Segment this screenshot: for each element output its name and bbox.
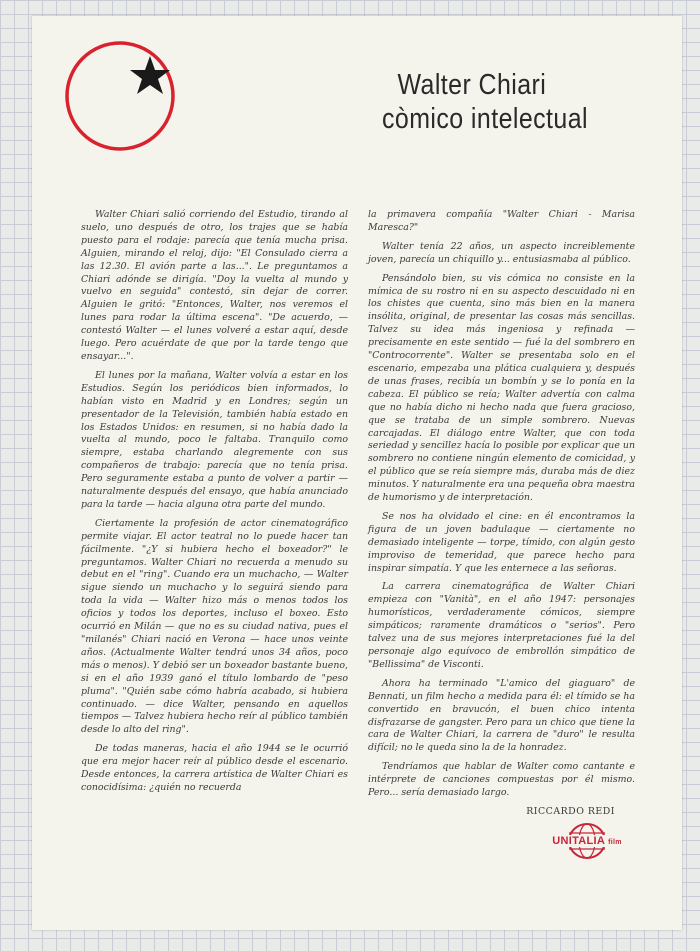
leaflet-page bbox=[32, 16, 682, 930]
red-circle-star-emblem bbox=[62, 36, 182, 156]
logo-text bbox=[542, 835, 632, 847]
logo-suffix: film bbox=[608, 839, 622, 846]
title-line-2: còmico intelectual bbox=[382, 103, 588, 135]
paragraph: Tendríamos que hablar de Walter como cantante e intérprete de canciones compuestas por él mismo. Pero... sería demasiado largo. bbox=[368, 761, 635, 799]
paragraph: El lunes por la mañana, Walter volvía a estar en los Estudios. Según los periódicos bien informados, lo habían visto en Madrid y en Londres; según un presentador de la Televisión, también había estado en los Estados Unidos: en resumen, si no había dado la vuelta al mundo, poco le faltaba. Tranquilo como siempre, estaba charlando alegremente con sus compañeros de trabajo: parecía que no tenía prisa. Pero seguramente estaba a punto de volver a partir — naturalmente después del ensayo, que había anunciado para la tarde — hacia alguna otra parte del mundo. bbox=[81, 369, 348, 510]
paragraph: Ahora ha terminado "L'amico del giaguaro" de Bennati, un film hecho a medida para él: el tímido se ha convertido en bravucón, el buen chico intenta disfrazarse de gangster. Pero para un chico que tiene la cara de Walter Chiari, la carrera de "duro" le resulta difícil; no le queda sino la de la honradez. bbox=[368, 677, 635, 754]
paragraph: Se nos ha olvidado el cine: en él encontramos la figura de un joven badulaque — ciertamente no demasiado inteligente — torpe, tímido, con algún gesto improviso de temeridad, que parece hecho para inspirar simpatía. Y que les enternece a las señoras. bbox=[368, 510, 635, 574]
author-signature: RICCARDO REDI bbox=[526, 805, 615, 817]
paragraph: De todas maneras, hacia el año 1944 se le ocurrió que era mejor hacer reír al público desde el escenario. Desde entonces, la carrera artística de Walter Chiari es conocidísima: ¿quién no recuerda bbox=[81, 743, 348, 793]
right-text-column bbox=[368, 209, 635, 819]
red-circle-icon bbox=[67, 43, 173, 149]
paragraph: La carrera cinematográfica de Walter Chiari empieza con "Vanità", en el año 1947: personajes humorísticos, verdaderamente cómicos, siempre simpáticos; raramente dramáticos o "serios". Pero talvez una de sus mejores interpretaciones fué la del personaje algo equívoco de embrollón simpático de "Bellissima" de Visconti. bbox=[368, 581, 635, 670]
black-star-icon bbox=[130, 56, 170, 94]
title-line-1: Walter Chiari bbox=[397, 69, 547, 101]
left-text-column bbox=[81, 209, 348, 801]
paragraph: la primavera compañía "Walter Chiari - Marisa Maresca?" bbox=[368, 209, 635, 233]
paragraph: Walter Chiari salió corriendo del Estudio, tirando al suelo, uno después de otro, los trajes que se había puesto para el rodaje: parecía que tenía mucha prisa. Alguien, mirando el reloj, dijo: "El Consulado cierra a las 12.30. El avión parte a las...". Le preguntamos a Chiari adónde se dirigía. "Doy la vuelta al mundo y vuelvo en seguida" contestó, sin dejar de correr. Alguien le gritó: "Entonces, Walter, nos veremos el lunes para rodar la última escena". "De acuerdo, — contestó Walter — el lunes volveré a estar aquí, desde luego. Pero acuérdate de que por la tarde tengo que ensayar...". bbox=[81, 209, 348, 362]
paragraph: Ciertamente la profesión de actor cinematográfico permite viajar. El actor teatral no lo puede hacer tan fácilmente. "¿Y si hubiera hecho el boxeador?" le preguntamos. Walter Chiari no recuerda a menudo su debut en el "ring". Cuando era un muchacho, — Walter sigue siendo un muchacho y lo seguirá siendo para toda la vida — Walter hizo más o menos todos los oficios y todos los deportes, incluso el boxeo. Esto ocurrió en Milán — que no es su ciudad nativa, pues el "milanés" Chiari nació en Verona — hace unos veinte años. (Actualmente Walter tendrá unos 34 años, poco más o menos). Y debió ser un boxeador bastante bueno, si en el año 1939 ganó el título lombardo de "peso pluma". "Quién sabe cómo habría acabado, si hubiera continuado. — dice Walter, pensando en aquellos tiempos — Talvez hubiera hecho reír al público también desde lo alto del ring". bbox=[81, 517, 348, 736]
paragraph: Walter tenía 22 años, un aspecto increiblemente joven, parecía un chiquillo y... entusiasmaba al público. bbox=[368, 240, 635, 265]
paragraph: Pensándolo bien, su vis cómica no consiste en la mímica de su rostro ni en su aspecto descuidado ni en los chistes que cuenta, sino más bien en la manera insólita, original, de presentar las cosas más sencillas. Talvez su idea más ingeniosa y refinada — precisamente en este sentido — fué la del sombrero en "Controcorrente". Walter se presentaba solo en el escenario, empezaba una plática cualquiera y, después de unas frases, recibía un bombín y se lo ponía en la cabeza. El público se reía; Walter advertía con calma que no había dicho ni hecho nada que fuera gracioso, que se trataba de un simple sombrero. Nuevas carcajadas. El diálogo entre Walter, que con toda seriedad y sencillez hacía lo posible por explicar que un sombrero no contiene ningún elemento de comicidad, y el público que se reía siempre más, duraba más de diez minutos. Y naturalmente era una pequeña obra maestra de humorismo y de interpretación. bbox=[368, 272, 635, 504]
article-title bbox=[382, 68, 623, 136]
logo-brand: UNITALIA bbox=[552, 835, 605, 847]
unitalia-film-logo bbox=[542, 821, 632, 861]
